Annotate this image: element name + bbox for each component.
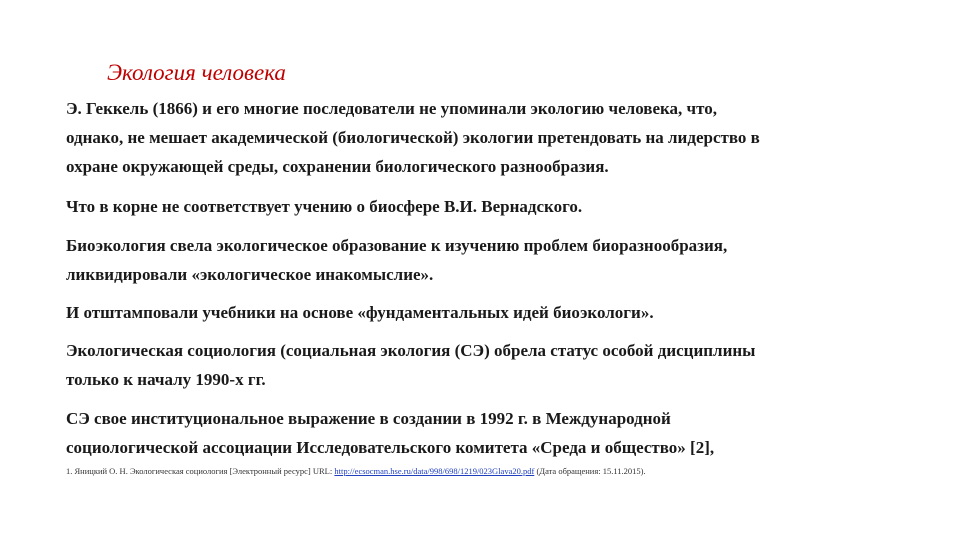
paragraph-line: Э. Геккель (1866) и его многие последователи не упоминали экологию человека, что, — [66, 99, 717, 118]
paragraph-line: только к началу 1990-х гг. — [66, 370, 266, 389]
paragraph-social-ecology — [66, 336, 906, 394]
paragraph-line: Экологическая социология (социальная экология (СЭ) обрела статус особой дисциплины — [66, 341, 756, 360]
paragraph-line: Биоэкология свела экологическое образование к изучению проблем биоразнообразия, — [66, 236, 728, 255]
paragraph-line: Что в корне не соответствует учению о биосфере В.И. Вернадского. — [66, 197, 583, 216]
paragraph-line: СЭ свое институциональное выражение в создании в 1992 г. в Международной — [66, 409, 671, 428]
slide-title: Экология человека — [107, 60, 286, 85]
paragraph-vernadsky — [66, 192, 906, 221]
paragraph-textbooks — [66, 298, 906, 327]
footnote-prefix: 1. Яницкий О. Н. Экологическая социология [Электронный ресурс] URL: — [66, 466, 335, 476]
footnote-suffix: (Дата обращения: 15.11.2015). — [534, 466, 646, 476]
paragraph-haeckel — [66, 94, 906, 181]
footnote — [66, 466, 646, 476]
paragraph-line: социологической ассоциации Исследовательского комитета «Среда и общество» [2], — [66, 438, 715, 457]
footnote-link[interactable]: http://ecsocman.hse.ru/data/998/698/1219/023Glava20.pdf — [334, 466, 535, 476]
paragraph-bioecology — [66, 231, 906, 289]
paragraph-line: ликвидировали «экологическое инакомыслие». — [66, 265, 434, 284]
paragraph-institutional — [66, 404, 906, 462]
paragraph-line: охране окружающей среды, сохранении биологического разнообразия. — [66, 157, 609, 176]
paragraph-line: И отштамповали учебники на основе «фундаментальных идей биоэкологи». — [66, 303, 654, 322]
paragraph-line: однако, не мешает академической (биологической) экологии претендовать на лидерство в — [66, 128, 760, 147]
